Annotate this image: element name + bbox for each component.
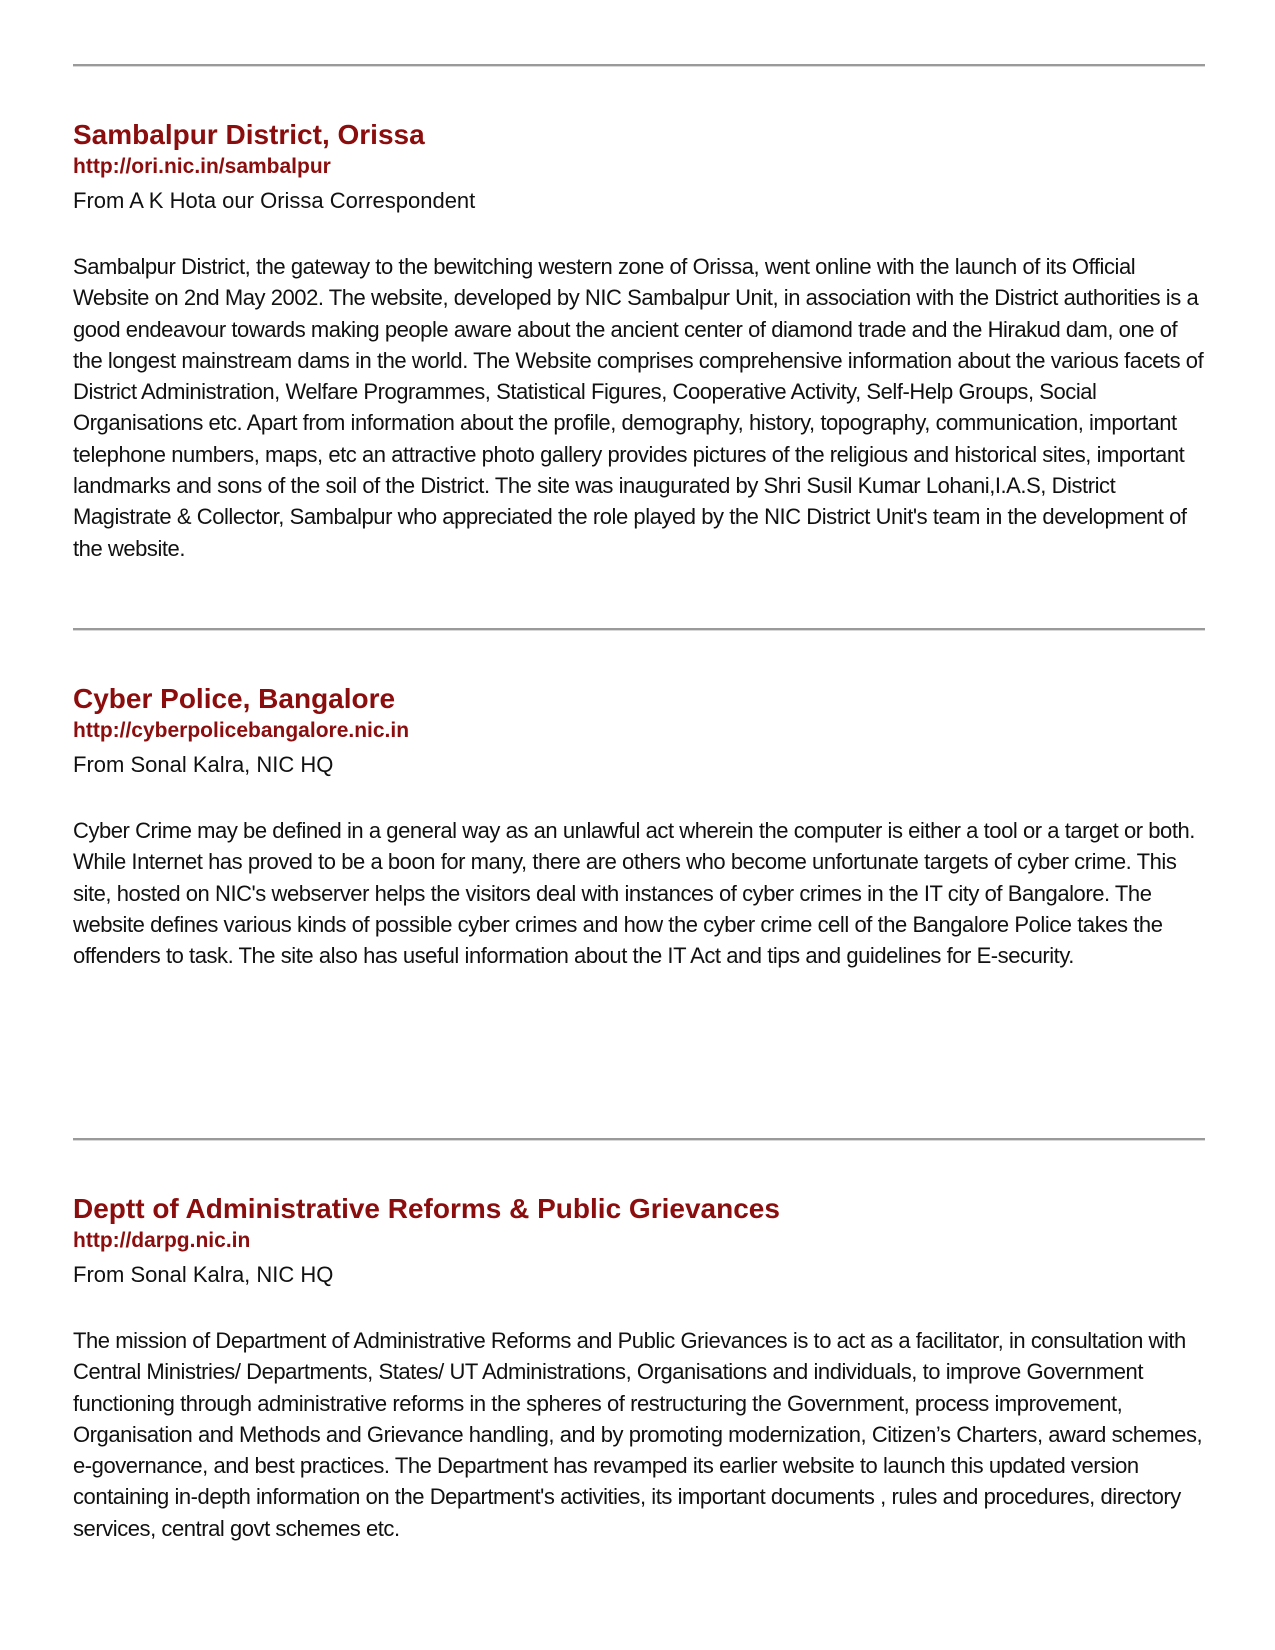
article-title: Sambalpur District, Orissa xyxy=(73,119,425,150)
article-byline: From Sonal Kalra, NIC HQ xyxy=(73,752,334,777)
article-body: Sambalpur District, the gateway to the bewitching western zone of Orissa, went online with the launch of its Official Website on 2nd May 2002. The website, developed by NIC Sambalpur Unit, in association with the District authorities is a good endeavour towards making people aware about the ancient center of diamond trade and the Hirakud dam, one of the longest mainstream dams in the world. The Website comprises comprehensive information about the various facets of District Administration, Welfare Programmes, Statistical Figures, Cooperative Activity, Self-Help Groups, Social Organisations etc. Apart from information about the profile, demography, history, topography, communication, important telephone numbers, maps, etc an attractive photo gallery provides pictures of the religious and historical sites, important landmarks and sons of the soil of the District. The site was inaugurated by Shri Susil Kumar Lohani,I.A.S, District Magistrate & Collector, Sambalpur who appreciated the role played by the NIC District Unit's team in the development of the website. xyxy=(73,254,1204,561)
article-cyber-police xyxy=(73,682,1205,971)
article-byline: From Sonal Kalra, NIC HQ xyxy=(73,1262,334,1287)
article-link[interactable]: http://ori.nic.in/sambalpur xyxy=(73,155,331,178)
article-body: The mission of Department of Administrative Reforms and Public Grievances is to act as a facilitator, in consultation with Central Ministries/ Departments, States/ UT Administrations, Organisations and individuals, to improve Government functioning through administrative reforms in the spheres of restructuring the Government, process improvement, Organisation and Methods and Grievance handling, and by promoting modernization, Citizen’s Charters, award schemes, e-governance, and best practices. The Department has revamped its earlier website to launch this updated version containing in-depth information on the Department's activities, its important documents , rules and procedures, directory services, central govt schemes etc. xyxy=(73,1328,1203,1541)
article-darpg xyxy=(73,1192,1205,1544)
article-title: Cyber Police, Bangalore xyxy=(73,683,396,714)
horizontal-divider xyxy=(73,64,1205,67)
horizontal-divider xyxy=(73,628,1205,631)
article-body: Cyber Crime may be defined in a general way as an unlawful act wherein the computer is either a tool or a target or both. While Internet has proved to be a boon for many, there are others who become unfortunate targets of cyber crime. This site, hosted on NIC's webserver helps the visitors deal with instances of cyber crimes in the IT city of Bangalore. The website defines various kinds of possible cyber crimes and how the cyber crime cell of the Bangalore Police takes the offenders to task. The site also has useful information about the IT Act and tips and guidelines for E-security. xyxy=(73,818,1195,969)
horizontal-divider xyxy=(73,1138,1205,1141)
article-byline: From A K Hota our Orissa Correspondent xyxy=(73,188,476,213)
article-link[interactable]: http://cyberpolicebangalore.nic.in xyxy=(73,719,410,742)
article-sambalpur xyxy=(73,118,1205,564)
article-link[interactable]: http://darpg.nic.in xyxy=(73,1229,251,1252)
article-title: Deptt of Administrative Reforms & Public Grievances xyxy=(73,1193,780,1224)
